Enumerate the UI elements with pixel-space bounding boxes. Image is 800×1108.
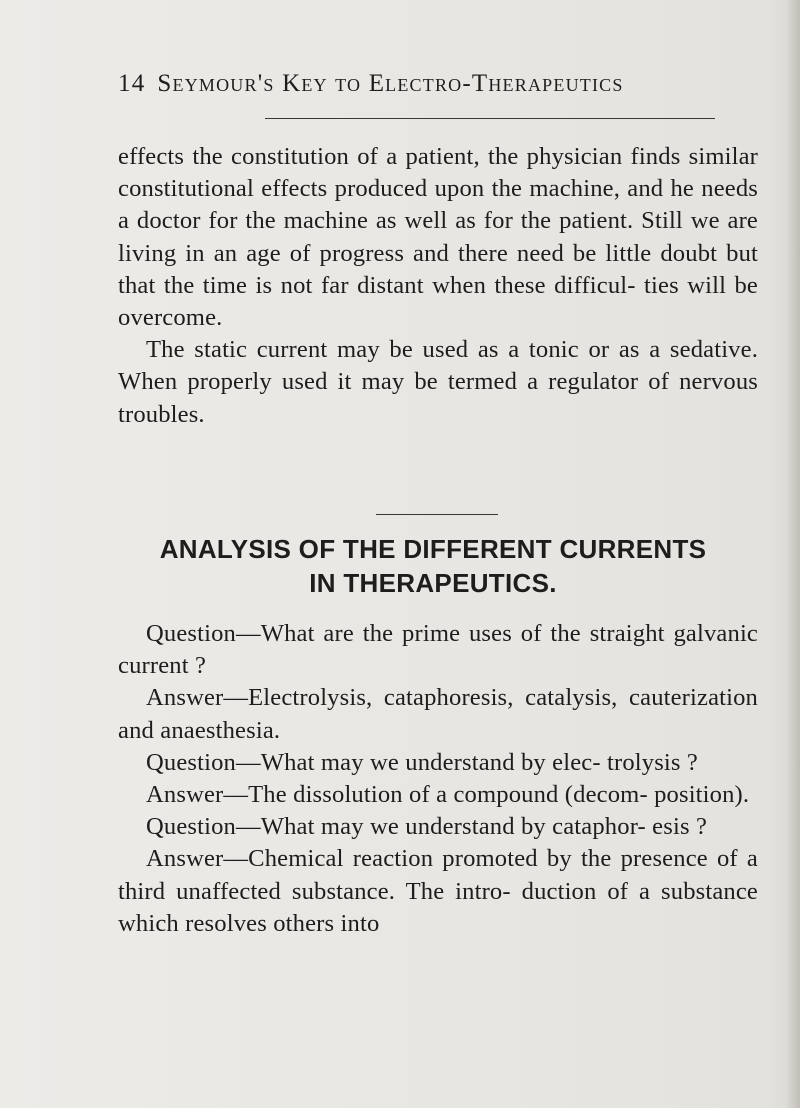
question-cataphoresis: Question—What may we understand by cataphor- esis ?	[146, 813, 708, 841]
answer-cataphoresis: Answer—Chemical reaction promoted by the presence of a third unaffected substance. The intro- duction of a substance which resolves others into	[118, 845, 758, 937]
running-head-rule	[265, 118, 715, 119]
answer-electrolysis: Answer—The dissolution of a compound (decom- position).	[146, 781, 750, 809]
question-electrolysis: Question—What may we understand by elec- trolysis ?	[146, 748, 698, 776]
continuation-text	[118, 141, 758, 431]
section-heading-line-2: IN THERAPEUTICS.	[309, 568, 557, 598]
running-head	[118, 70, 624, 98]
page-edge-shadow	[786, 0, 800, 1108]
section-heading-line-1: ANALYSIS OF THE DIFFERENT CURRENTS	[159, 534, 707, 564]
section-divider-rule	[376, 514, 498, 515]
paragraph-constitution: effects the constitution of a patient, the physician finds similar constitutional effects produced upon the machine, and he needs a doctor for the machine as well as for the patient. Still we are living in an age of progress and there need be little doubt but that the time is not far distant when these difficul- ties will be overcome.	[118, 143, 758, 332]
question-answer-text	[118, 618, 758, 940]
paragraph-static-current: The static current may be used as a tonic or as a sedative. When properly used it may be termed a regulator of nervous troubles.	[118, 336, 758, 428]
question-galvanic-uses: Question—What are the prime uses of the straight galvanic current ?	[118, 620, 758, 680]
page-number: 14	[118, 70, 146, 97]
answer-galvanic-uses: Answer—Electrolysis, cataphoresis, catalysis, cauterization and anaesthesia.	[118, 684, 758, 744]
running-head-title: Seymour's Key to Electro-Therapeutics	[157, 70, 624, 97]
section-heading	[108, 532, 758, 600]
